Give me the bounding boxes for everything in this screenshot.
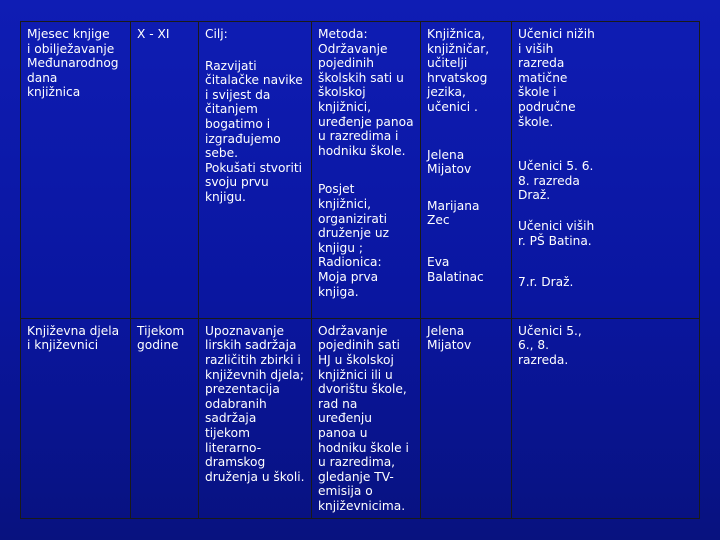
table-cell-activity: [21, 318, 131, 518]
method-text: Posjet knjižnici, organizirati druženje uz knjigu ; Radionica: Moja prva knjiga.: [318, 182, 389, 299]
goal-text: Upoznavanje lirskih sadržaja različitih zbirki i književnih djela; prezentacija odabranih sadržaja tijekom literarno- dramskog druženja u školi.: [205, 323, 305, 484]
table-cell-people: [421, 22, 512, 319]
table-row: [21, 318, 700, 518]
method-text: Metoda: Održavanje pojedinih školskih sati u školskoj knjižnici, uređenje panoa u razredima i hodniku škole.: [318, 27, 414, 158]
people-text: Jelena Mijatov: [427, 323, 472, 353]
table-cell-period: [131, 22, 199, 319]
method-text: Održavanje pojedinih sati HJ u školskoj knjižnici ili u dvorištu škole, rad na uređenju panoa u hodniku škole i u razredima, gledanje TV- emisija o književnicima.: [318, 323, 409, 513]
target-text: 7.r. Draž.: [518, 275, 574, 290]
people-text: Marijana Zec: [427, 198, 480, 228]
table-cell-people: [421, 318, 512, 518]
table-cell-method: [312, 22, 421, 319]
table-cell-period: [131, 318, 199, 518]
target-text: Učenici nižih i viših razreda matične škole i područne škole.: [518, 27, 595, 129]
table-cell-goal: [199, 22, 312, 319]
target-text: Učenici 5., 6., 8. razreda.: [518, 323, 582, 367]
target-text: Učenici viših r. PŠ Batina.: [518, 218, 595, 248]
people-text: Jelena Mijatov: [427, 147, 472, 177]
people-text: Eva Balatinac: [427, 254, 484, 284]
activity-name: Književna djela i književnici: [27, 323, 120, 353]
table-cell-goal: [199, 318, 312, 518]
table-cell-activity: [21, 22, 131, 319]
table-cell-method: [312, 318, 421, 518]
people-text: Knjižnica, knjižničar, učitelji hrvatskog jezika, učenici .: [427, 27, 490, 114]
goal-text: Razvijati čitalačke navike i svijest da čitanjem bogatimo i izgrađujemo sebe. Pokušati stvoriti svoju prvu knjigu.: [205, 58, 303, 204]
activity-table: [20, 21, 700, 519]
period-text: Tijekom godine: [137, 323, 185, 353]
target-text: Učenici 5. 6. 8. razreda Draž.: [518, 159, 594, 203]
activity-name: Mjesec knjige i obilježavanje Međunarodnog dana knjižnica: [27, 27, 119, 100]
goal-heading: Cilj:: [205, 27, 228, 41]
period-text: X - XI: [137, 27, 170, 41]
table-row: [21, 22, 700, 319]
table-cell-target: [512, 22, 700, 319]
table-cell-target: [512, 318, 700, 518]
